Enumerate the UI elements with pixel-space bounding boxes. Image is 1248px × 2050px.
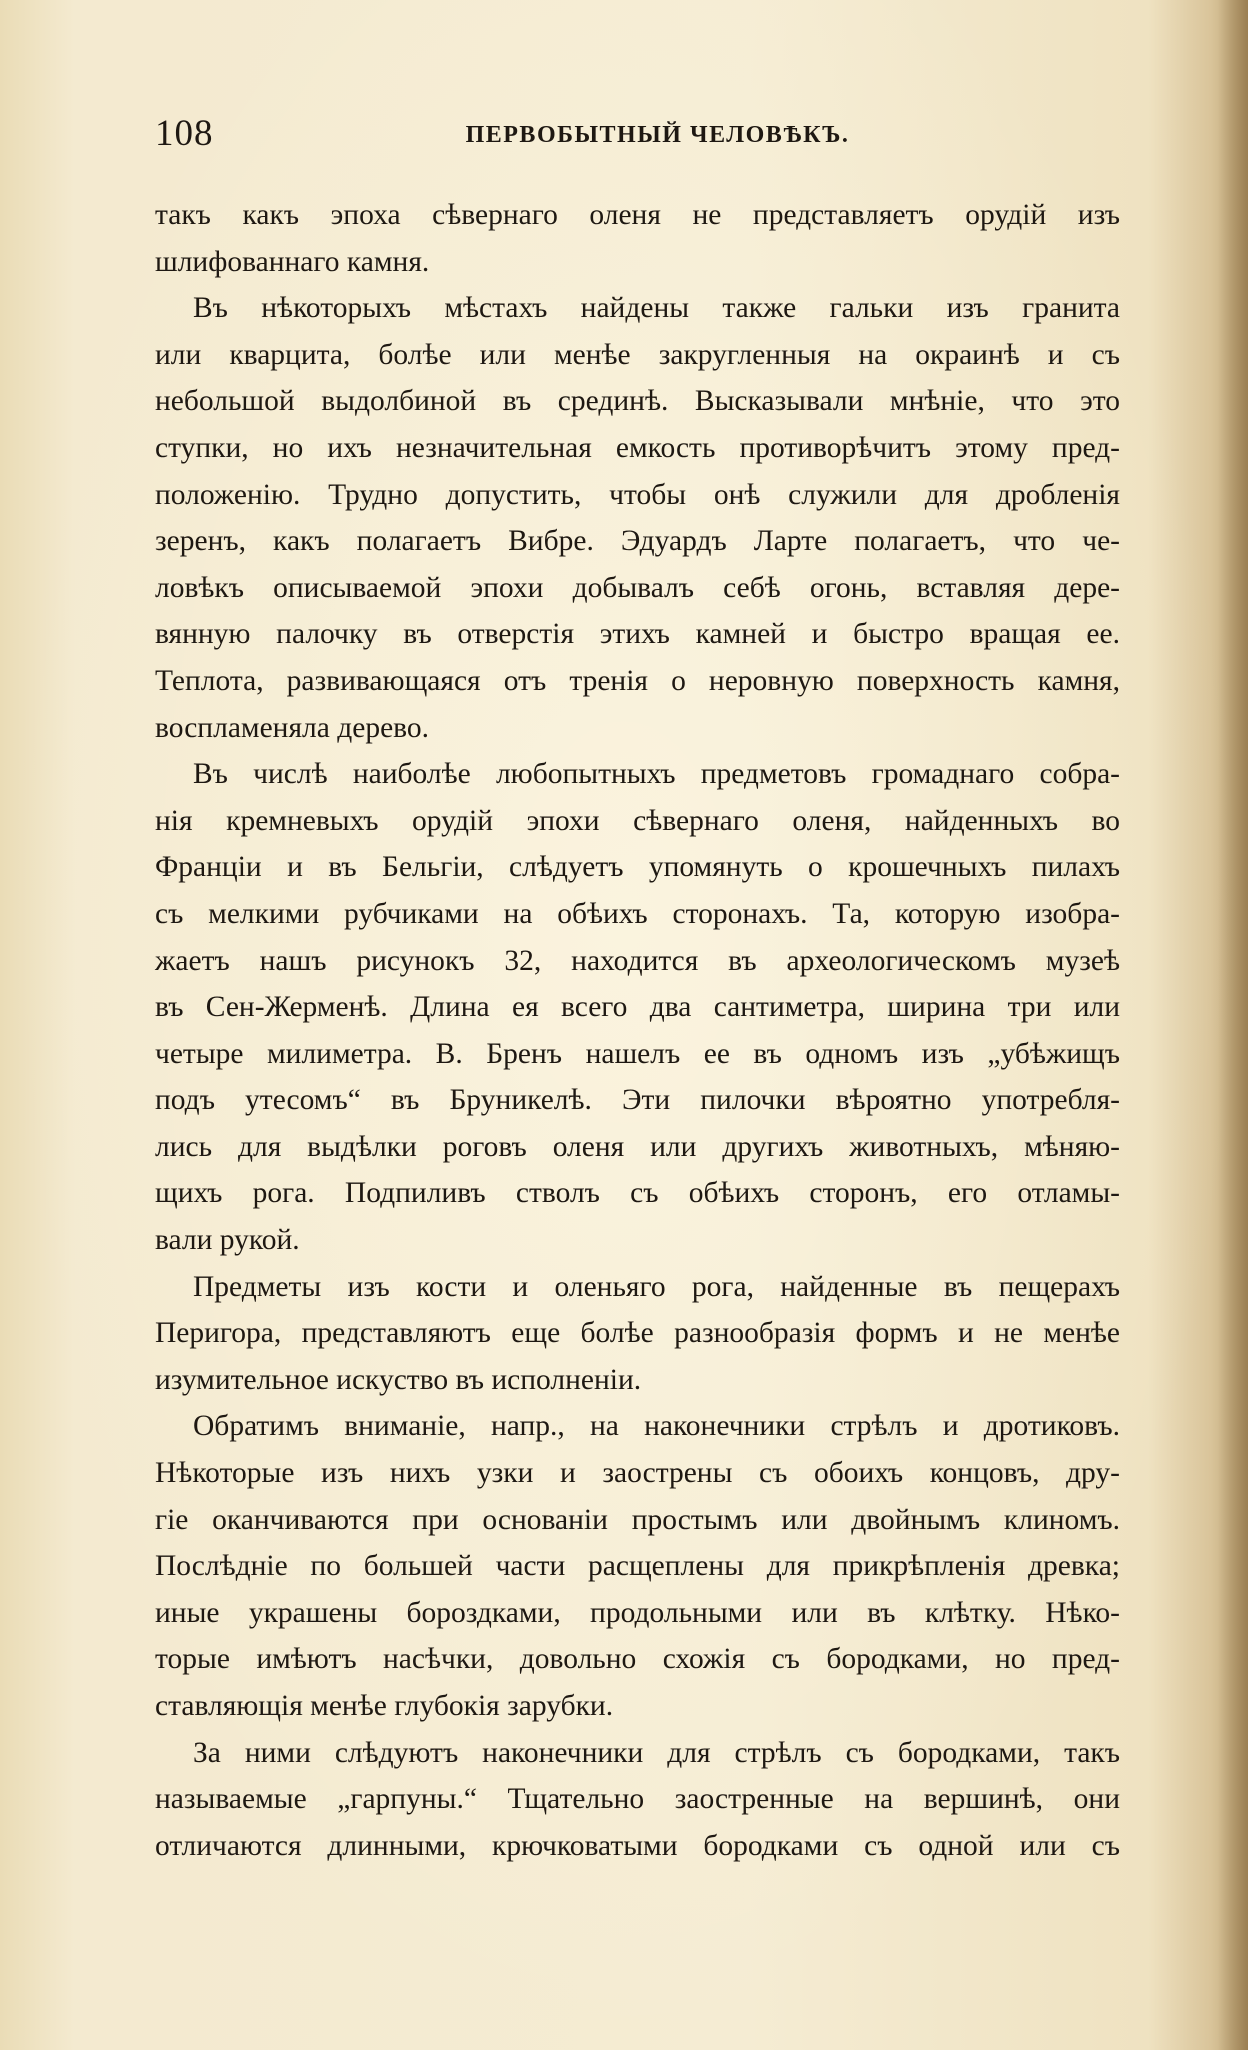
text-line: съ мелкими рубчиками на обѣихъ сторонахъ. Та, которую изобра- xyxy=(155,897,1120,930)
text-line: такъ какъ эпоха сѣвернаго оленя не представляетъ орудій изъ xyxy=(155,199,1120,231)
page-edge-shadow xyxy=(1218,0,1248,2050)
text-line: вянную палочку въ отверстія этихъ камней и быстро вращая ее. xyxy=(155,618,1120,651)
paragraph xyxy=(155,751,1120,1264)
text-line: Нѣкоторые изъ нихъ узки и заострены съ обоихъ концовъ, дру- xyxy=(155,1457,1120,1490)
text-line: или кварцита, болѣе или менѣе закругленныя на окраинѣ и съ xyxy=(155,338,1120,371)
text-line: Франціи и въ Бельгіи, слѣдуетъ упомянуть о крошечныхъ пилахъ xyxy=(155,851,1120,884)
text-line: ступки, но ихъ незначительная емкость противорѣчитъ этому пред- xyxy=(155,431,1120,464)
text-line: Послѣдніе по большей части расщеплены для прикрѣпленія древка; xyxy=(155,1550,1120,1583)
text-line: лись для выдѣлки роговъ оленя или другихъ животныхъ, мѣняю- xyxy=(155,1130,1120,1163)
paragraph xyxy=(155,192,1120,285)
paragraph xyxy=(155,1264,1120,1404)
text-line: положенію. Трудно допустить, чтобы онѣ служили для дробленія xyxy=(155,478,1120,511)
text-line: Предметы изъ кости и оленьяго рога, найденные въ пещерахъ xyxy=(193,1270,1120,1303)
paragraph xyxy=(155,1730,1120,1870)
text-line: щихъ рога. Подпиливъ стволъ съ обѣихъ сторонъ, его отламы- xyxy=(155,1177,1120,1210)
text-line: подъ утесомъ“ въ Бруникелѣ. Эти пилочки вѣроятно употребля- xyxy=(155,1084,1120,1117)
body-text xyxy=(155,192,1120,1869)
text-line: вали рукой. xyxy=(155,1224,300,1257)
text-line: Перигора, представляютъ еще болѣе разнообразія формъ и не менѣе xyxy=(155,1317,1120,1350)
text-line: Обратимъ вниманіе, напр., на наконечники стрѣлъ и дротиковъ. xyxy=(193,1410,1120,1443)
text-line: изумительное искуство въ исполненіи. xyxy=(155,1363,642,1396)
text-line: торые имѣютъ насѣчки, довольно схожія съ бородками, но пред- xyxy=(155,1643,1120,1676)
text-line: Въ числѣ наиболѣе любопытныхъ предметовъ громаднаго собра- xyxy=(193,758,1120,791)
text-line: жаетъ нашъ рисунокъ 32, находится въ археологическомъ музеѣ xyxy=(155,944,1120,977)
text-line: нія кремневыхъ орудій эпохи сѣвернаго оленя, найденныхъ во xyxy=(155,804,1120,837)
page-number: 108 xyxy=(155,113,214,154)
running-head xyxy=(155,112,1120,162)
text-line: отличаются длинными, крючковатыми бородками съ одной или съ xyxy=(155,1829,1120,1862)
text-line: иные украшены бороздками, продольными или въ клѣтку. Нѣко- xyxy=(155,1596,1120,1629)
text-line: воспламеняла дерево. xyxy=(155,711,430,744)
text-line: За ними слѣдуютъ наконечники для стрѣлъ съ бородками, такъ xyxy=(193,1736,1120,1769)
text-line: четыре милиметра. В. Бренъ нашелъ ее въ одномъ изъ „убѣжищъ xyxy=(155,1037,1120,1070)
text-line: называемые „гарпуны.“ Тщательно заостренные на вершинѣ, они xyxy=(155,1783,1120,1816)
text-line: ловѣкъ описываемой эпохи добывалъ себѣ огонь, вставляя дере- xyxy=(155,571,1120,604)
text-line: шлифованнаго камня. xyxy=(155,245,430,278)
text-line: ставляющія менѣе глубокія зарубки. xyxy=(155,1690,614,1722)
text-line: небольшой выдолбиной въ срединѣ. Высказывали мнѣніе, что это xyxy=(155,385,1120,418)
text-line: Теплота, развивающаяся отъ тренія о неровную поверхность камня, xyxy=(155,664,1120,697)
text-line: въ Сен-Жерменѣ. Длина ея всего два сантиметра, ширина три или xyxy=(155,991,1120,1024)
paragraph xyxy=(155,285,1120,751)
text-line: Въ нѣкоторыхъ мѣстахъ найдены также гальки изъ гранита xyxy=(193,292,1120,325)
paragraph xyxy=(155,1403,1120,1729)
running-title: ПЕРВОБЫТНЫЙ ЧЕЛОВѢКЪ. xyxy=(465,122,850,148)
text-line: гіе оканчиваются при основаніи простымъ или двойнымъ клиномъ. xyxy=(155,1503,1120,1536)
text-line: зеренъ, какъ полагаетъ Вибре. Эдуардъ Ларте полагаетъ, что че- xyxy=(155,525,1120,558)
